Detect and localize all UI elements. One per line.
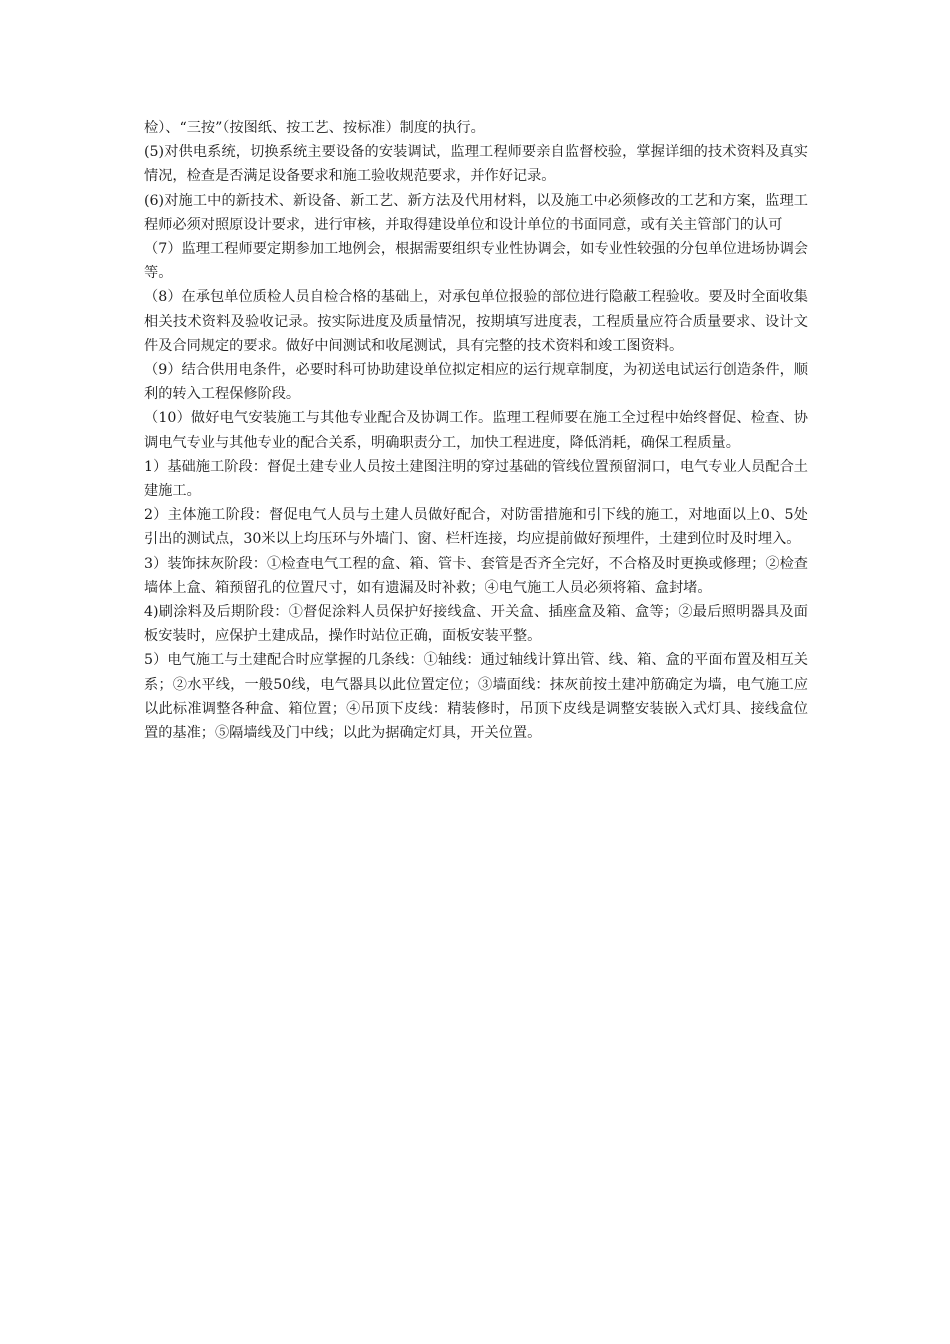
paragraph-item-6-new-technology: (6)对施工中的新技术、新设备、新工艺、新方法及代用材料，以及施工中必须修改的工艺和方案，监理工程师必须对照原设计要求，进行审核，并取得建设单位和设计单位的书面同意，或有关主管部门的认可 (144, 192, 808, 233)
paragraph-stage-4-painting: 4)刷涂料及后期阶段：①督促涂料人员保护好接线盒、开关盒、插座盒及箱、盒等；②最后照明器具及面板安装时，应保护土建成品，操作时站位正确，面板安装平整。 (144, 604, 808, 645)
paragraph-item-8-concealed-works: （8）在承包单位质检人员自检合格的基础上，对承包单位报验的部位进行隐蔽工程验收。要及时全面收集相关技术资料及验收记录。按实际进度及质量情况，按期填写进度表，工程质量应符合质量要求、设计文件及合同规定的要求。做好中间测试和收尾测试，具有完整的技术资料和竣工图资料。 (144, 289, 808, 354)
paragraph-item-9-trial-operation: （9）结合供用电条件，必要时科可协助建设单位拟定相应的运行规章制度，为初送电试运行创造条件，顺利的转入工程保修阶段。 (144, 362, 808, 403)
paragraph-stage-3-decoration: 3）装饰抹灰阶段：①检查电气工程的盒、箱、管卡、套管是否齐全完好，不合格及时更换或修理；②检查墙体上盒、箱预留孔的位置尺寸，如有遗漏及时补救；④电气施工人员必须将箱、盒封堵。 (144, 555, 808, 596)
paragraph-stage-2-main-structure: 2）主体施工阶段：督促电气人员与土建人员做好配合，对防雷措施和引下线的施工，对地面以上0、5处引出的测试点，30米以上均压环与外墙门、窗、栏杆连接，均应提前做好预埋件，土建到位时及时埋入。 (144, 507, 808, 548)
paragraph-supervision-three-follows: 检）、“三按”（按图纸、按工艺、按标准）制度的执行。 (144, 120, 485, 136)
paragraph-item-5-power-supply: (5)对供电系统，切换系统主要设备的安装调试，监理工程师要亲自监督校验，掌握详细的技术资料及真实情况，检查是否满足设备要求和施工验收规范要求，并作好记录。 (144, 144, 808, 185)
paragraph-item-10-coordination: （10）做好电气安装施工与其他专业配合及协调工作。监理工程师要在施工全过程中始终督促、检查、协调电气专业与其他专业的配合关系，明确职责分工，加快工程进度，降低消耗，确保工程质量。 (144, 410, 808, 451)
paragraph-stage-1-foundation: 1）基础施工阶段：督促土建专业人员按土建图注明的穿过基础的管线位置预留洞口，电气专业人员配合土建施工。 (144, 458, 808, 500)
paragraph-item-7-site-meetings: （7）监理工程师要定期参加工地例会，根据需要组织专业性协调会，如专业性较强的分包单位进场协调会等。 (144, 241, 808, 282)
paragraph-stage-5-reference-lines: 5）电气施工与土建配合时应掌握的几条线：①轴线：通过轴线计算出管、线、箱、盒的平面布置及相互关系；②水平线，一般50线，电气器具以此位置定位；③墙面线：抹灰前按土建冲筋确定为墙，电气施工应以此标准调整各种盒、箱位置；④吊顶下皮线：精装修时，吊顶下皮线是调整安装嵌入式灯具、接线盒位置的基准；⑤隔墙线及门中线；以此为据确定灯具，开关位置。 (144, 652, 808, 742)
document-body (144, 116, 808, 745)
